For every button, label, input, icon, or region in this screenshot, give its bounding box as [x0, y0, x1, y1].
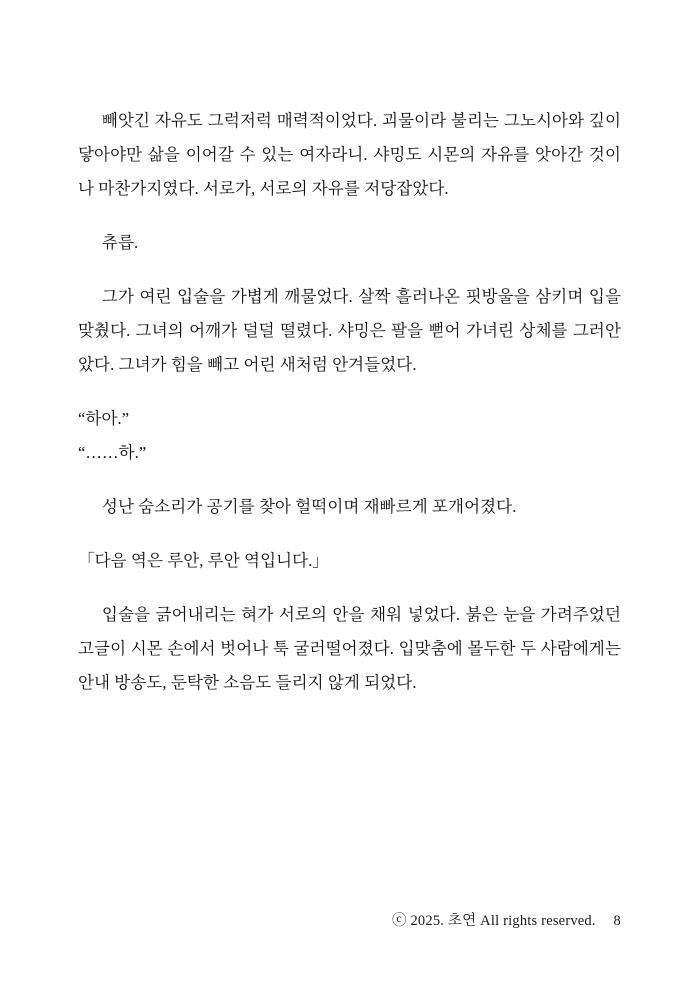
dialogue-block — [78, 402, 621, 470]
paragraph-4: 입술을 긁어내리는 혀가 서로의 안을 채워 넣었다. 붉은 눈을 가려주었던 고글이 시몬 손에서 벗어나 툭 굴러떨어졌다. 입맞춤에 몰두한 두 사람에게는 안내 방송도, 둔탁한 소음도 들리지 않게 되었다. — [78, 605, 621, 692]
page-number: 8 — [613, 913, 621, 929]
announcement-line: 「다음 역은 루안, 루안 역입니다.」 — [78, 551, 330, 570]
paragraph-1: 빼앗긴 자유도 그럭저럭 매력적이었다. 괴물이라 불리는 그노시아와 깊이 닿아야만 삶을 이어갈 수 있는 여자라니. 샤밍도 시몬의 자유를 앗아간 것이나 마찬가지였다. 서로가, 서로의 자유를 저당잡았다. — [78, 111, 621, 198]
sound-effect-line: 츄릅. — [101, 233, 139, 252]
dialogue-line-2: “……하.” — [78, 443, 147, 462]
dialogue-line-1: “하아.” — [78, 409, 130, 428]
page-footer — [78, 909, 621, 930]
copyright-notice: ⓒ 2025. 초연 All rights reserved. — [391, 913, 596, 929]
paragraph-3: 성난 숨소리가 공기를 찾아 헐떡이며 재빠르게 포개어졌다. — [101, 497, 517, 516]
paragraph-2: 그가 여린 입술을 가볍게 깨물었다. 살짝 흘러나온 핏방울을 삼키며 입을 맞췄다. 그녀의 어깨가 덜덜 떨렸다. 샤밍은 팔을 뻗어 가녀린 상체를 그러안았다. 그녀가 힘을 빼고 어린 새처럼 안겨들었다. — [78, 287, 621, 374]
page-body — [78, 104, 621, 700]
